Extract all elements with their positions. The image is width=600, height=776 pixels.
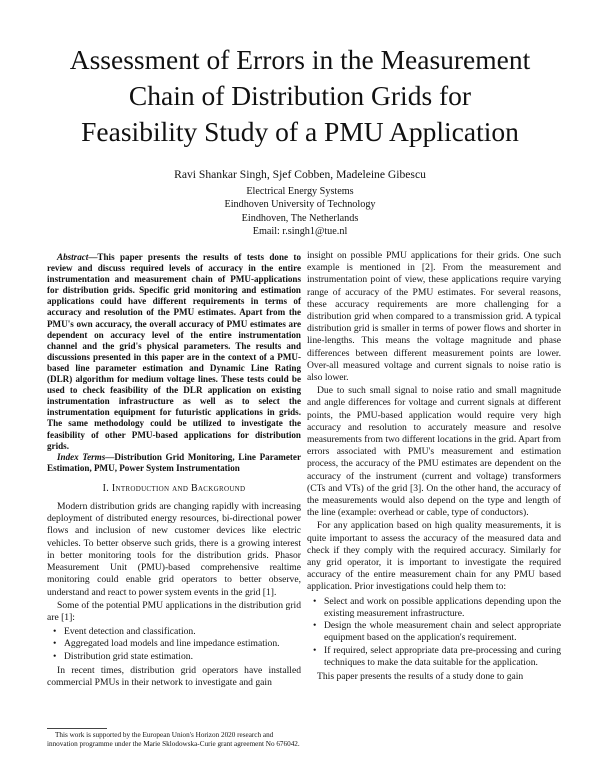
left-column	[47, 252, 301, 689]
index-terms-text: —Distribution Grid Monitoring, Line Parameter Estimation, PMU, Power System Instrumentation	[47, 451, 301, 473]
affiliation-dept: Electrical Energy Systems	[246, 186, 354, 197]
author-list: Ravi Shankar Singh, Sjef Cobben, Madeleine Gibescu	[174, 168, 426, 181]
title-line-3: Feasibility Study of a PMU Application	[81, 116, 519, 147]
intro-paragraph-1: Modern distribution grids are changing rapidly with increasing deployment of distributed energy resources, bi-directional power flows and inclusion of new customer devices like electric vehicles. To better observe such grids, there is a growing interest in better monitoring tools for the distribution grids. Phasor Measurement Unit (PMU)-based comprehensive realtime monitoring could enable grid operators to better observe, understand and react to power system events in the grid [1].	[47, 501, 301, 598]
list-item: • Aggregated load models and line impedance estimation.	[64, 638, 301, 650]
list-item: • Select and work on possible applications depending upon the existing measurement infrastructure.	[324, 596, 561, 620]
index-terms	[47, 452, 301, 474]
right-paragraph-4: This paper presents the results of a study done to gain	[317, 670, 524, 682]
footnote-divider	[47, 728, 107, 729]
investigation-benefits-list	[307, 596, 561, 669]
affiliation-university: Eindhoven University of Technology	[224, 199, 376, 211]
right-paragraph-2: Due to such small signal to noise ratio and small magnitude and angle differences for voltage and current signals at different points, the PMU-based application would require very high accuracy and resolution to accurately measure and resolve measurements from two different locations in the grid. Apart from errors associated with PMU's measurement and estimation process, the accuracy of the PMU estimates are dependent on the accuracy of the instrument (current and voltage) transformers (CTs and VTs) of the grid [3]. On the other hand, the accuracy of the measurements would also depend on the type and length of the line (example: overhead or cable, type of conductors).	[307, 385, 561, 519]
section-heading-introduction: I. Introduction and Background	[102, 482, 246, 494]
author-email: Email: r.singh1@tue.nl	[252, 226, 348, 238]
intro-paragraph-2: Some of the potential PMU applications in the distribution grid are [1]:	[47, 599, 301, 623]
right-paragraph-3: For any application based on high quality measurements, it is quite important to assess the accuracy of the measured data and check if they comply with the required accuracy. Similarly for any grid operator, it is important to investigate the required accuracy of the entire measurement chain for any PMU based application. Prior investigations could help them to:	[307, 520, 561, 593]
title-line-2: Chain of Distribution Grids for	[128, 80, 472, 111]
paper-title	[20, 42, 580, 150]
abstract-label: Abstract	[57, 252, 89, 262]
funding-footnote: This work is supported by the European Union's Horizon 2020 research and innovation programme under the Marie Sklodowska-Curie grant agreement No 676042.	[47, 731, 300, 749]
abstract-text: —This paper presents the results of tests done to review and discuss required levels of accuracy in the entire instrumentation and measurement chain of PMU-applications for distribution grids. Specific grid monitoring and estimation applications could have different requirements in terms of accuracy and resolution of the PMU estimates. Apart from the PMU's own accuracy, the overall accuracy of PMU estimates are dependent on accuracy level of the entire instrumentation channel and the grid's physical parameters. The results and discussions presented in this paper are in the context of a PMU-based line parameter estimation and Dynamic Line Rating (DLR) algorithm for medium voltage lines. These tests could be used to check feasibility of the DLR application on existing instrumentation infrastructure as well as to select the instrumentation equipment for futuristic applications in grids. The same methodology could be utilized to investigate the feasibility of other PMU-based applications for distribution grids.	[47, 252, 301, 451]
intro-paragraph-3: In recent times, distribution grid operators have installed commercial PMUs in their network to investigate and gain	[47, 664, 301, 688]
affiliation-block	[40, 185, 560, 239]
list-item: • If required, select appropriate data pre-processing and curing techniques to make the data suitable for the application.	[324, 645, 561, 669]
abstract	[47, 252, 301, 452]
pmu-applications-list	[47, 626, 301, 663]
list-item: • Event detection and classification.	[64, 626, 301, 638]
affiliation-city: Eindhoven, The Netherlands	[241, 212, 359, 224]
index-terms-label: Index Terms	[57, 451, 106, 462]
right-paragraph-1: insight on possible PMU applications for their grids. One such example is mentioned in [2]. From the measurement and instrumentation point of view, these applications require varying range of accuracy of the PMU estimates. For several reasons, these accuracy requirements are more challenging for a distribution grid when compared to a transmission grid. A typical distribution grid is smaller in terms of power flows and shorter in line-lengths. This means the voltage magnitude and phase differences between different measurement points are lower. Over-all measured voltage and current signals to noise ratio is also lower.	[307, 250, 561, 384]
list-item: • Design the whole measurement chain and select appropriate equipment based on the application's requirement.	[324, 620, 561, 644]
list-item: • Distribution grid state estimation.	[64, 651, 301, 663]
title-line-1: Assessment of Errors in the Measurement	[69, 44, 531, 75]
right-column	[307, 250, 561, 683]
